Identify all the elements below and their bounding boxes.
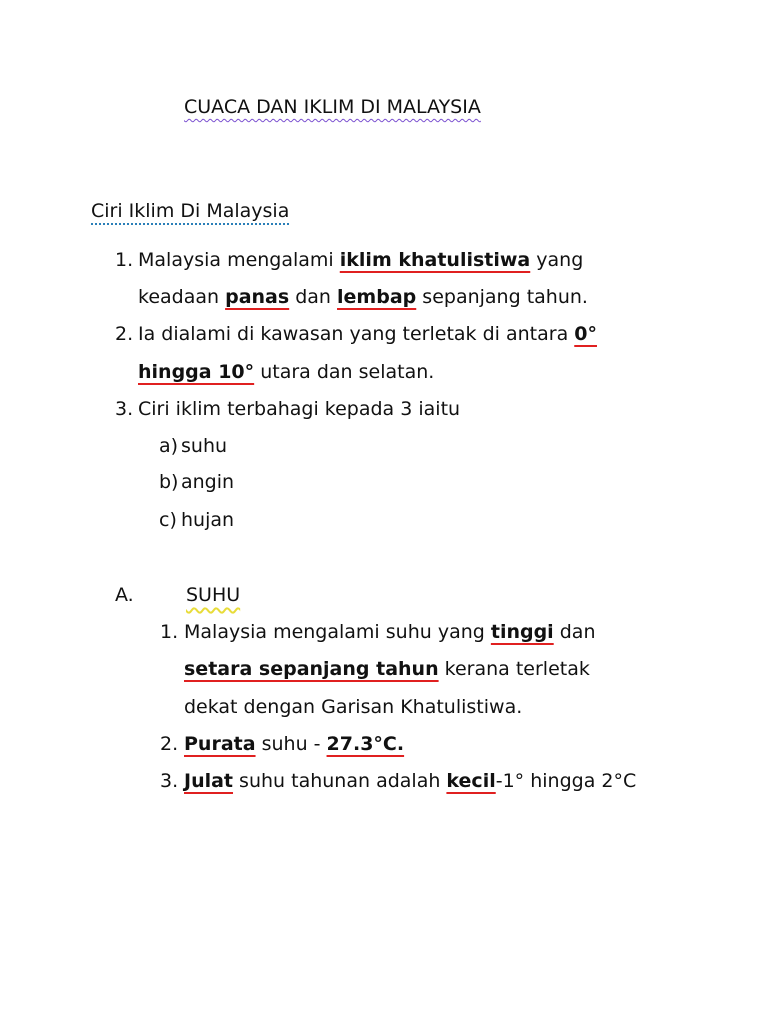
term-kecil: kecil	[446, 770, 496, 792]
list-item-1-cont	[138, 288, 588, 307]
item-text: dekat dengan Garisan Khatulistiwa.	[184, 696, 523, 718]
section-a-title	[186, 586, 240, 605]
suhu-item-3	[160, 772, 636, 791]
term-iklim-khatulistiwa: iklim khatulistiwa	[339, 249, 531, 271]
page-title	[184, 98, 481, 117]
item-text: suhu -	[255, 733, 327, 755]
sub-label: b)	[159, 471, 179, 493]
suhu-item-1-cont2	[184, 698, 522, 717]
item-text: -1° hingga 2°C	[495, 770, 637, 792]
suhu-item-2	[160, 735, 404, 754]
item-text: suhu tahunan adalah	[233, 770, 447, 792]
term-julat: Julat	[184, 770, 234, 792]
item-text: dan	[553, 621, 596, 643]
list-number: 3.	[115, 398, 134, 420]
list-number: 1.	[115, 249, 134, 271]
list-item-2-cont	[138, 363, 434, 382]
suhu-item-1-cont	[184, 660, 590, 679]
term-setara-sepanjang-tahun: setara sepanjang tahun	[184, 658, 439, 680]
item-text: kerana terletak	[438, 658, 590, 680]
sub-item-a	[159, 437, 227, 456]
item-text: Malaysia mengalami suhu yang	[184, 621, 491, 643]
sub-text: suhu	[181, 435, 228, 457]
item-text: dan	[289, 286, 338, 308]
item-text: sepanjang tahun.	[416, 286, 588, 308]
list-number: 2.	[160, 733, 179, 755]
item-text: Malaysia mengalami	[138, 249, 340, 271]
term-purata: Purata	[184, 733, 256, 755]
section-a-heading	[115, 586, 134, 605]
item-text: keadaan	[138, 286, 226, 308]
item-text: Ia dialami di kawasan yang terletak di antara	[138, 323, 575, 345]
item-text: utara dan selatan.	[254, 361, 435, 383]
term-27-3c: 27.3°C.	[326, 733, 405, 755]
list-number: 2.	[115, 323, 134, 345]
term-tinggi: tinggi	[490, 621, 554, 643]
item-text: yang	[530, 249, 584, 271]
title-text: CUACA DAN IKLIM DI MALAYSIA	[184, 96, 481, 118]
term-panas: panas	[225, 286, 290, 308]
list-number: 3.	[160, 770, 179, 792]
sub-label: a)	[159, 435, 179, 457]
term-0-degree: 0°	[574, 323, 597, 345]
sub-item-b	[159, 473, 234, 492]
section-a-title-text: SUHU	[186, 584, 241, 606]
suhu-item-1	[160, 623, 596, 642]
list-number: 1.	[160, 621, 179, 643]
term-hingga-10: hingga 10°	[138, 361, 255, 383]
term-lembap: lembap	[337, 286, 417, 308]
sub-item-c	[159, 511, 234, 530]
item-text: Ciri iklim terbahagi kepada 3 iaitu	[138, 398, 461, 420]
sub-text: angin	[181, 471, 235, 493]
list-item-3	[115, 400, 460, 419]
section-heading-text: Ciri Iklim Di Malaysia	[91, 200, 290, 222]
section-letter: A.	[115, 584, 134, 606]
sub-label: c)	[159, 509, 177, 531]
sub-text: hujan	[181, 509, 235, 531]
list-item-1	[115, 251, 583, 270]
list-item-2	[115, 325, 597, 344]
section-heading	[91, 202, 289, 221]
